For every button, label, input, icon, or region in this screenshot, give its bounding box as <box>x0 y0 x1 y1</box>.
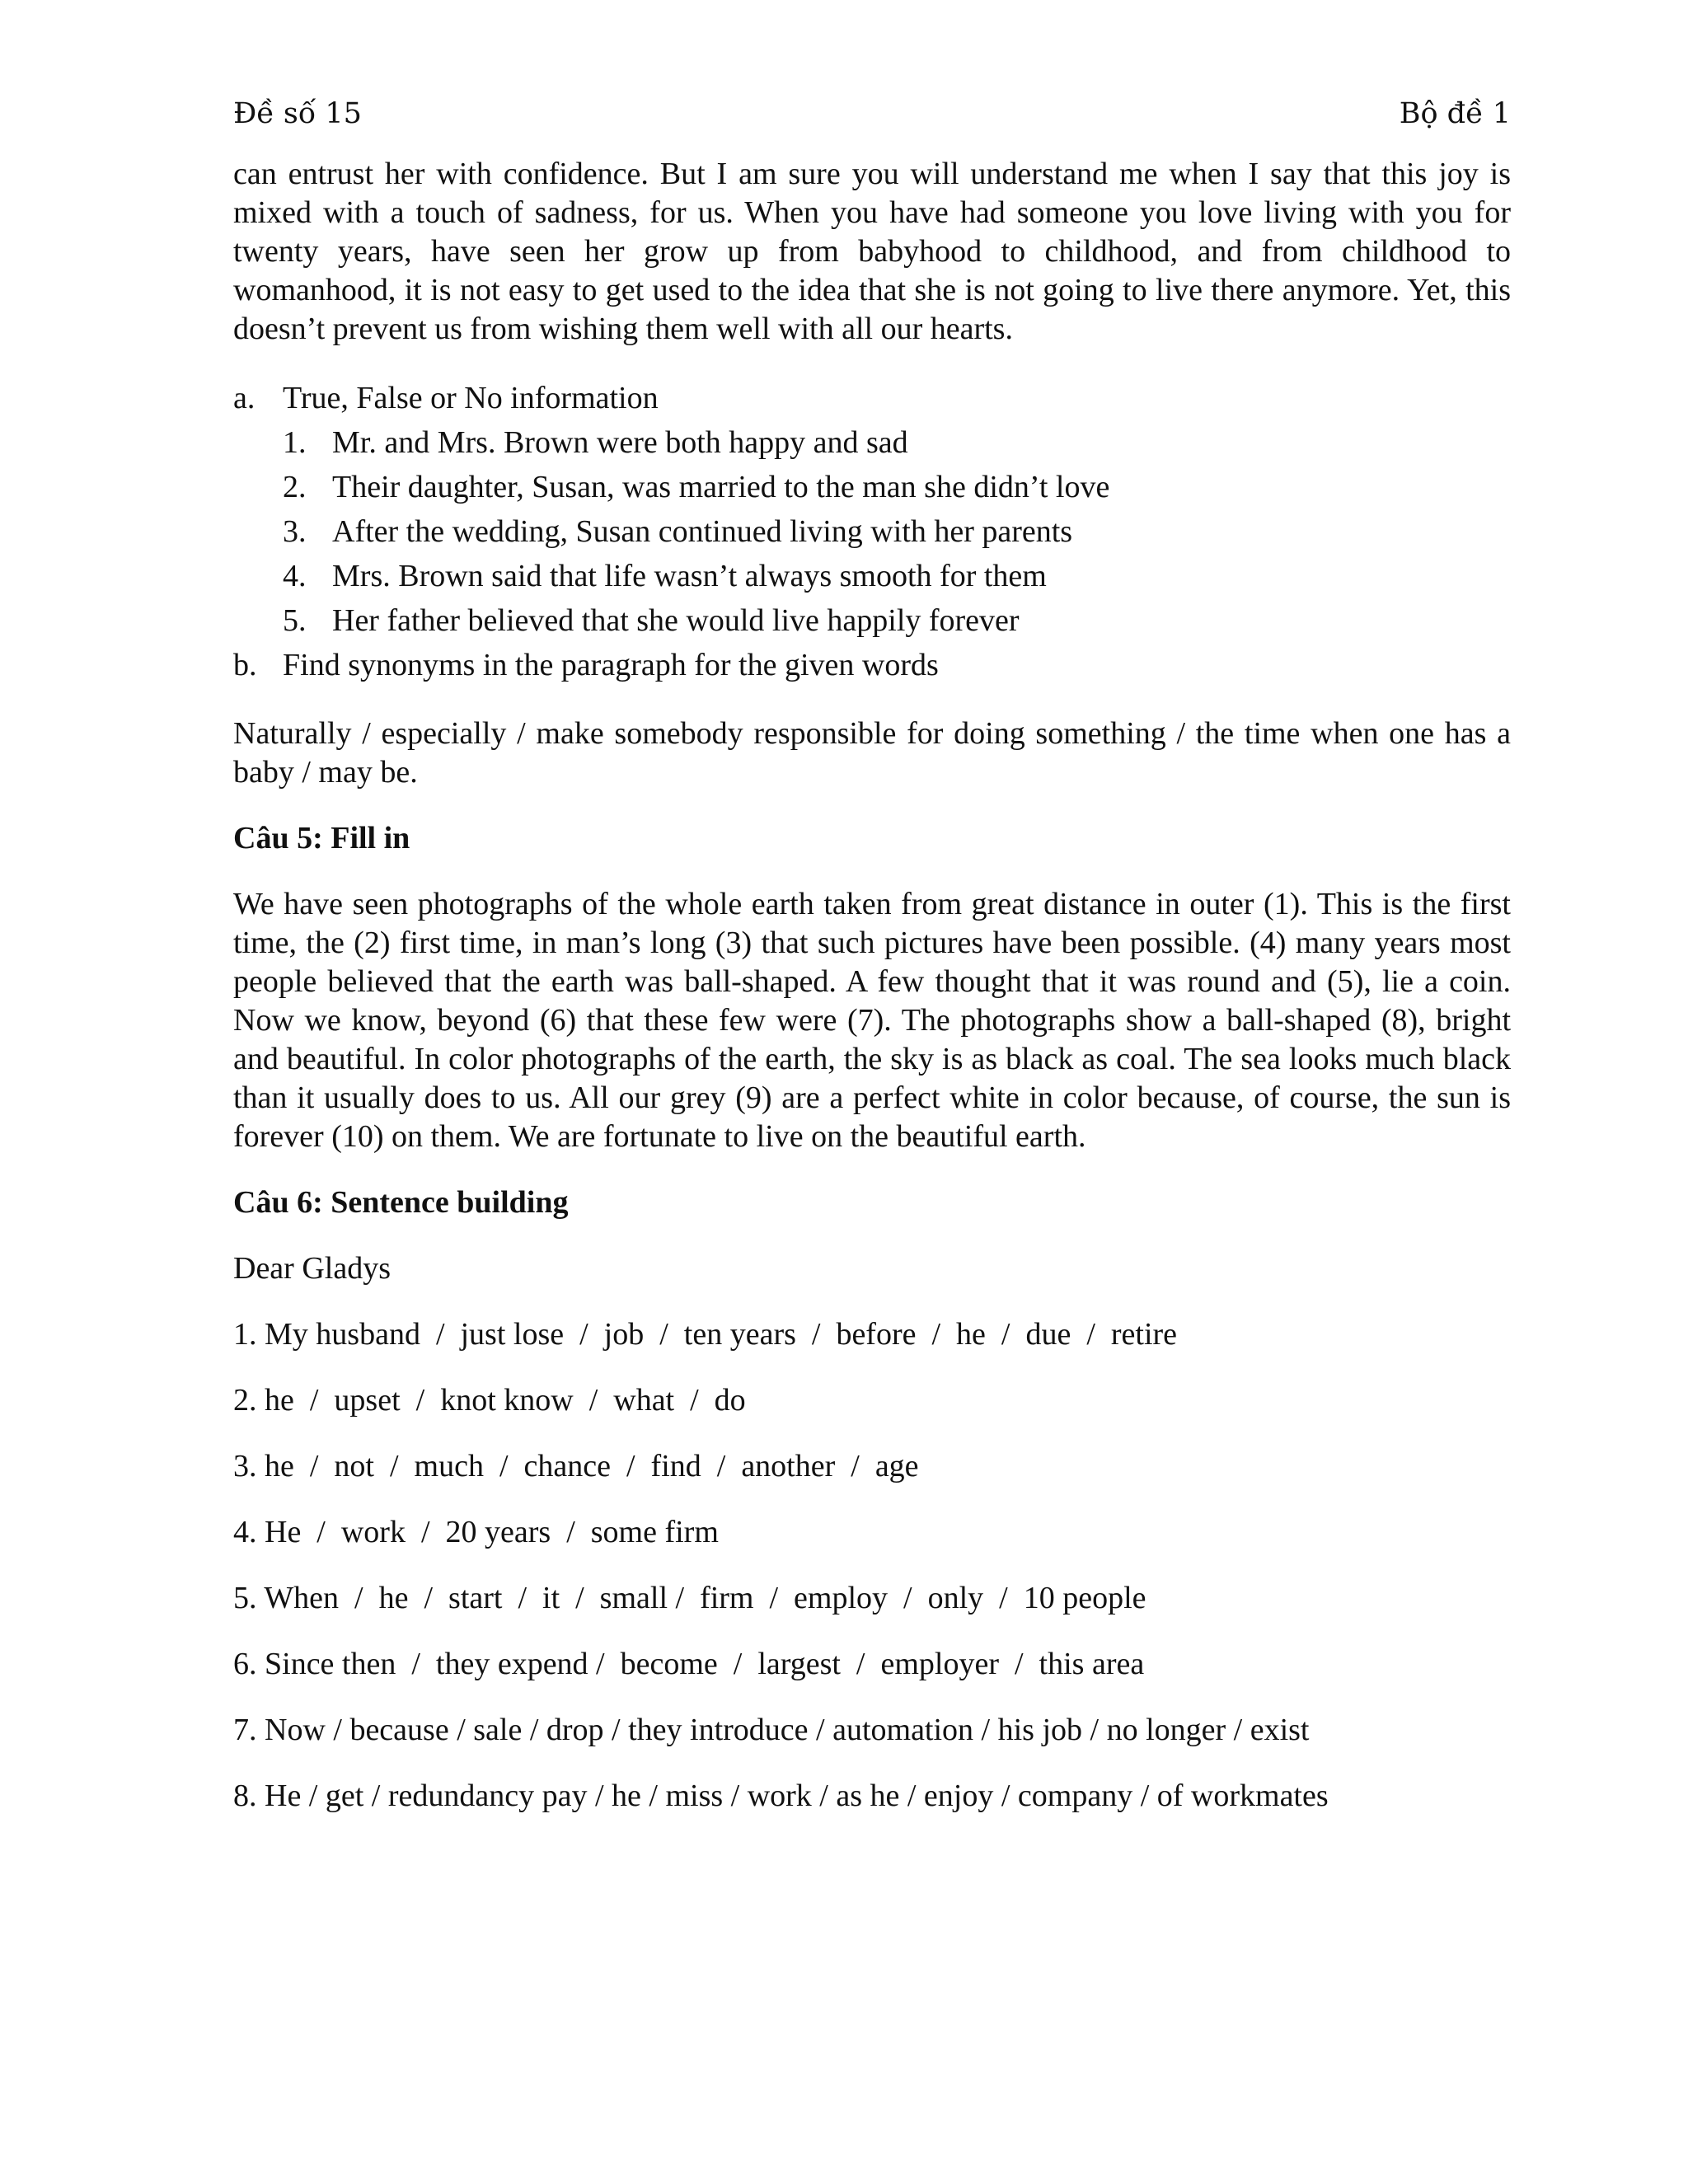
cau5-passage: We have seen photographs of the whole earth taken from great distance in outer (1). This is the first time, the (2) first time, in man’s long (3) that such pictures have been possible. (4) many years most people believed that the earth was ball-shaped. A few thought that it was round and (5), lie a coin. Now we know, beyond (6) that these few were (7). The photographs show a ball-shaped (8), bright and beautiful. In color photographs of the earth, the sky is as black as coal. The sea looks much black than it usually does to us. All our grey (9) are a perfect white in color because, of course, the sun is forever (10) on them. We are fortunate to live on the beautiful earth. <box>233 887 1511 1154</box>
sentence-prompt: 4. He / work / 20 years / some firm <box>233 1515 719 1549</box>
part-b-title: Find synonyms in the paragraph for the given words <box>283 648 939 682</box>
sentence-prompt: 6. Since then / they expend / become / largest / employer / this area <box>233 1647 1145 1681</box>
part-a-title: True, False or No information <box>283 381 659 415</box>
sentence-prompt: 3. he / not / much / chance / find / another / age <box>233 1449 919 1483</box>
item-number: 2. <box>283 470 307 504</box>
passage-ending: can entrust her with confidence. But I am sure you will understand me when I say that this joy is mixed with a touch of sadness, for us. When you have had someone you love living with you for twenty years, have seen her grow up from babyhood to childhood, and from childhood to womanhood, it is not easy to get used to the idea that she is not going to live there anymore. Yet, this doesn’t prevent us from wishing them well with all our hearts. <box>233 157 1511 346</box>
item-text: Her father believed that she would live happily forever <box>332 603 1020 638</box>
item-number: 5. <box>283 603 307 638</box>
item-text: Mrs. Brown said that life wasn’t always smooth for them <box>332 559 1047 593</box>
cau6-heading: Câu 6: Sentence building <box>233 1185 569 1220</box>
sentence-prompt: 2. he / upset / knot know / what / do <box>233 1383 746 1418</box>
exam-set: Bộ đề 1 <box>1399 97 1511 130</box>
part-a-section <box>233 376 1511 687</box>
item-text: Mr. and Mrs. Brown were both happy and sad <box>332 425 908 460</box>
list-item <box>233 465 1511 509</box>
item-text: Their daughter, Susan, was married to the man she didn’t love <box>332 470 1110 504</box>
part-a-marker: a. <box>233 381 256 415</box>
sentence-prompt: 1. My husband / just lose / job / ten years / before / he / due / retire <box>233 1317 1178 1352</box>
document-body <box>233 155 1511 1816</box>
list-item <box>233 420 1511 465</box>
sentence-prompt: 7. Now / because / sale / drop / they introduce / automation / his job / no longer / exist <box>233 1713 1310 1747</box>
list-item <box>233 554 1511 598</box>
part-b-marker: b. <box>233 648 257 682</box>
cau5-heading: Câu 5: Fill in <box>233 821 410 855</box>
part-a-heading <box>233 376 1511 420</box>
list-item <box>233 598 1511 643</box>
exam-number: Đề số 15 <box>233 97 362 130</box>
item-number: 3. <box>283 514 307 549</box>
list-item <box>233 509 1511 554</box>
item-number: 4. <box>283 559 307 593</box>
sentence-prompt: 5. When / he / start / it / small / firm / employ / only / 10 people <box>233 1581 1146 1615</box>
part-b-heading <box>233 643 1511 687</box>
item-text: After the wedding, Susan continued living with her parents <box>332 514 1073 549</box>
synonym-words: Naturally / especially / make somebody responsible for doing something / the time when one has a baby / may be. <box>233 716 1511 790</box>
item-number: 1. <box>283 425 307 460</box>
page-header <box>233 97 1511 138</box>
letter-greeting: Dear Gladys <box>233 1251 391 1286</box>
sentence-prompt: 8. He / get / redundancy pay / he / miss / work / as he / enjoy / company / of workmates <box>233 1779 1329 1813</box>
